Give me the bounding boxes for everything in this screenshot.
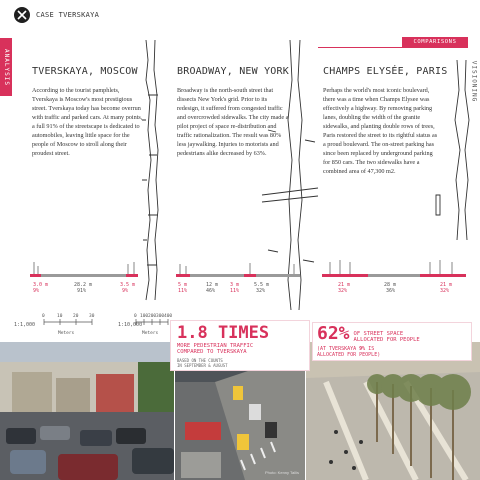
header-title: CASE TVERSKAYA — [36, 11, 100, 19]
stat-paris-line4: ALLOCATED FOR PEOPLE) — [317, 352, 381, 358]
stat-broadway-note1: BASED ON THE COUNTS — [177, 358, 223, 363]
scale-bar-mid — [118, 313, 172, 336]
svg-text:9%: 9% — [122, 288, 129, 294]
stat-paris-value: 62% — [317, 323, 350, 344]
scale-bar-left — [14, 313, 95, 336]
svg-text:1:10,000: 1:10,000 — [118, 322, 143, 328]
stat-paris-line2: ALLOCATED FOR PEOPLE — [353, 337, 420, 343]
stat-broadway-line2: COMPARED TO TVERSKAYA — [177, 349, 247, 355]
svg-text:5.5 m: 5.5 m — [254, 282, 270, 288]
stat-paris-line1: OF STREET SPACE — [353, 331, 404, 337]
svg-text:20: 20 — [73, 314, 79, 319]
photo-credit: Photo: Kenny Tallis — [265, 470, 299, 475]
svg-text:11%: 11% — [178, 288, 188, 294]
photo-tverskaya — [0, 342, 174, 480]
svg-text:46%: 46% — [206, 288, 216, 294]
title-tverskaya: TVERSKAYA, MOSCOW — [32, 66, 138, 77]
body-champs: Perhaps the world's most iconic boulevard, there was a time when Champs Elysee was effectively a highway. By removing parking lanes, doubling the width of the granite sidewalks, and planting double rows of trees, Paris restored the street to its rightful status as a proud boulevard. The on-street parking has since been replaced by underground parking for 850 cars. The two sidewalks have a combined area of 47,300 m2. — [323, 87, 438, 175]
stat-paris — [312, 322, 472, 361]
svg-text:91%: 91% — [77, 288, 87, 294]
svg-text:32%: 32% — [440, 288, 450, 294]
photo-paris — [306, 342, 480, 480]
svg-text:5 m: 5 m — [178, 282, 188, 288]
svg-text:12 m: 12 m — [206, 282, 219, 288]
stat-broadway-note2: IN SEPTEMBER & AUGUST — [177, 363, 228, 368]
svg-text:300: 300 — [156, 314, 165, 319]
svg-text:3.0 m: 3.0 m — [33, 282, 49, 288]
paris-section — [322, 260, 466, 294]
svg-text:10: 10 — [57, 314, 63, 319]
body-broadway: Broadway is the north-south street that dissects New York's grid. Prior to its redesign, it suffered from congested traffic and overcrowded sidewalks. The city made a pilot project of space re-distribution and traffic rationalization. The result was 80% less jaywalking. Injuries to motorists and pedestrians alike decreased by 63%. — [177, 87, 289, 157]
svg-text:0: 0 — [42, 314, 45, 319]
svg-text:32%: 32% — [256, 288, 266, 294]
body-tverskaya: According to the tourist pamphlets, Tverskaya is Moscow's most prestigious street. Tverskaya today has become overrun with traffic and parked cars. At many points, a full 91% of the streetscape is dedicated to automobiles, leaving little space for the people of Moscow to stroll along their proudest street. — [32, 87, 143, 157]
svg-text:28.2 m: 28.2 m — [74, 282, 93, 288]
section-tag: COMPARISONS — [402, 37, 468, 47]
title-broadway: BROADWAY, NEW YORK — [177, 66, 289, 77]
stat-broadway-value: 1.8 TIMES — [177, 323, 270, 343]
svg-text:30: 30 — [89, 314, 95, 319]
stat-broadway — [170, 320, 310, 371]
side-tab-visioning[interactable]: VISIONING — [470, 60, 478, 102]
svg-text:Meters: Meters — [142, 331, 159, 336]
svg-text:Meters: Meters — [58, 331, 75, 336]
broadway-section — [176, 263, 300, 294]
svg-text:100: 100 — [140, 314, 149, 319]
stat-broadway-line1: MORE PEDESTRIAN TRAFFIC — [177, 343, 254, 349]
svg-text:3.5 m: 3.5 m — [120, 282, 136, 288]
svg-text:28 m: 28 m — [384, 282, 397, 288]
svg-text:3 m: 3 m — [230, 282, 240, 288]
broadway-plan — [262, 40, 318, 310]
svg-text:400: 400 — [164, 314, 173, 319]
svg-text:9%: 9% — [33, 288, 40, 294]
stat-paris-line3: (AT TVERSKAYA 9% IS — [317, 346, 375, 352]
title-champs: CHAMPS ELYSÉE, PARIS — [323, 66, 448, 77]
paris-plan — [436, 60, 469, 240]
tverskaya-section — [30, 262, 138, 294]
side-tab-analysis[interactable]: ANALYSIS — [0, 38, 12, 96]
svg-text:200: 200 — [148, 314, 157, 319]
svg-text:1:1,000: 1:1,000 — [14, 322, 36, 328]
svg-text:11%: 11% — [230, 288, 240, 294]
svg-text:21 m: 21 m — [440, 282, 453, 288]
svg-text:36%: 36% — [386, 288, 396, 294]
svg-text:21 m: 21 m — [338, 282, 351, 288]
svg-text:0: 0 — [134, 314, 137, 319]
svg-text:32%: 32% — [338, 288, 348, 294]
tverskaya-plan — [142, 40, 158, 300]
